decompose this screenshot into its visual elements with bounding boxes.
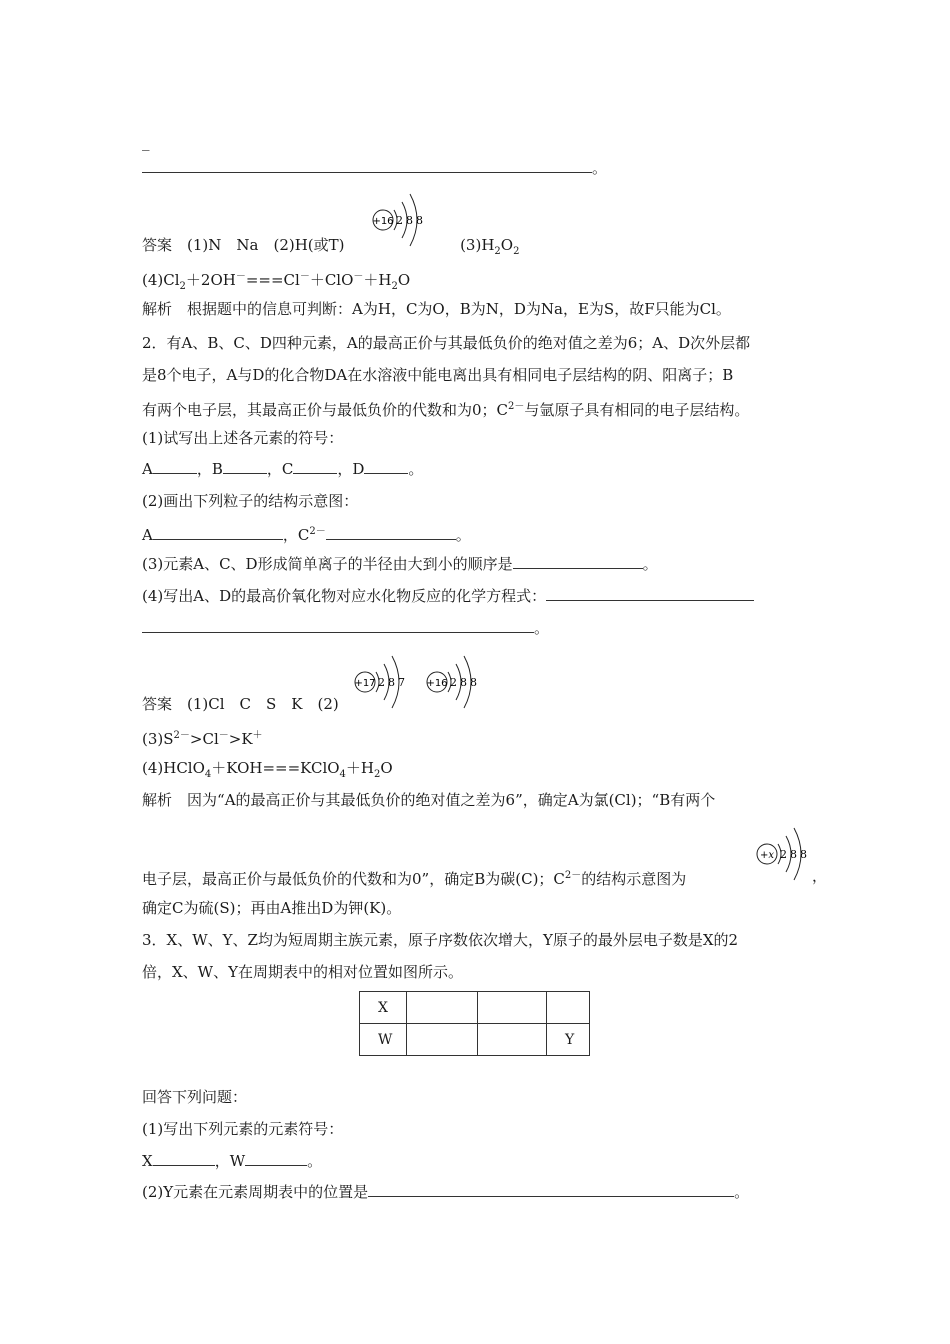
svg-text:8: 8 <box>416 214 423 227</box>
cell <box>478 1024 547 1056</box>
q2-sub3: (3)元素A、C、D形成简单离子的半径由大到小的顺序是 。 <box>142 555 658 573</box>
q1-answer-line1: 答案 (1)N Na (2)H(或T) $(3)H_2O_2$ <box>142 236 520 257</box>
cell <box>407 992 478 1024</box>
blank-radius-order[interactable] <box>513 554 643 569</box>
q2-analysis-comma: ， <box>812 867 828 885</box>
atom-structure-diagram-cl <box>352 642 432 714</box>
q2-stem-line3: 有两个电子层，其最高正价与最低负价的代数和为0；$C^{2-}$与氩原子具有相同的电子层结构。 <box>142 401 750 419</box>
q2-answer-line2: $(3)S^{2-}>Cl^->K^+$ <box>142 730 263 748</box>
q2-sub1-blanks: A ，B ，C ，D 。 <box>142 460 424 478</box>
nucleus-charge: +16 <box>426 678 448 689</box>
nucleus-charge: +16 <box>372 216 394 227</box>
blank-c-diagram[interactable] <box>326 525 456 540</box>
q2-sub1: (1)试写出上述各元素的符号： <box>142 429 344 447</box>
q2-sub4-cont: 。 <box>142 618 549 638</box>
table-row <box>360 992 590 1024</box>
nucleus-charge: +x <box>759 850 775 861</box>
svg-text:7: 7 <box>398 676 405 689</box>
cell: W <box>360 1024 407 1056</box>
blank[interactable] <box>142 158 592 173</box>
cell <box>547 992 590 1024</box>
blank-c[interactable] <box>293 459 337 474</box>
blank-a-diagram[interactable] <box>153 525 283 540</box>
atom-structure-diagram-s <box>424 642 504 714</box>
cell: Y <box>547 1024 590 1056</box>
blank-x[interactable] <box>153 1151 215 1166</box>
svg-text:2: 2 <box>780 848 787 861</box>
blank-d[interactable] <box>364 459 408 474</box>
cell: X <box>360 992 407 1024</box>
table-row <box>360 1024 590 1056</box>
q2-answer-line1: 答案 (1)Cl C S K (2) <box>142 695 339 713</box>
blank-equation[interactable] <box>546 586 754 601</box>
blank-w[interactable] <box>245 1151 307 1166</box>
periodic-table-fragment <box>359 991 590 1056</box>
blank-equation-cont[interactable] <box>142 618 534 633</box>
svg-text:8: 8 <box>388 676 395 689</box>
svg-text:8: 8 <box>800 848 807 861</box>
top-answer-line: 。 <box>142 158 607 178</box>
svg-text:2: 2 <box>450 676 457 689</box>
svg-text:8: 8 <box>406 214 413 227</box>
q1-answer-line2: $(4)Cl_2+2OH^-===Cl^-+ClO^-+H_2O$ <box>142 271 411 292</box>
svg-text:8: 8 <box>790 848 797 861</box>
svg-text:2: 2 <box>378 676 385 689</box>
nucleus-charge: +17 <box>354 678 376 689</box>
q2-sub4: (4)写出A、D的最高价氧化物对应水化物反应的化学方程式： <box>142 586 754 606</box>
q2-analysis-line3: 确定C为硫(S)；再由A推出D为钾(K)。 <box>142 899 402 917</box>
top-dash: _ <box>142 133 150 151</box>
q2-sub2-blanks: A ，$C^{2-}$ 。 <box>142 526 471 544</box>
cell <box>407 1024 478 1056</box>
q2-stem-line2: 是8个电子，A与D的化合物DA在水溶液中能电离出具有相同电子层结构的阴、阳离子；B <box>142 366 734 384</box>
q2-analysis-line1: 解析 因为“A的最高正价与其最低负价的绝对值之差为6”，确定A为氯(Cl)；“B有两个 <box>142 791 716 809</box>
q3-stem-line2: 倍，X、W、Y在周期表中的相对位置如图所示。 <box>142 963 464 981</box>
svg-text:8: 8 <box>470 676 477 689</box>
q1-analysis: 解析 根据题中的信息可判断：A为H，C为O，B为N，D为Na，E为S，故F只能为Cl。 <box>142 300 731 318</box>
q3-ask: 回答下列问题： <box>142 1088 248 1106</box>
svg-text:8: 8 <box>460 676 467 689</box>
q3-sub1-blanks: X ，W 。 <box>142 1152 323 1170</box>
svg-text:2: 2 <box>396 214 403 227</box>
q2-answer-line3: $(4)HClO_4+KOH===KClO_4+H_2O$ <box>142 759 393 780</box>
q2-stem-line1: 2．有A、B、C、D四种元素，A的最高正价与其最低负价的绝对值之差为6；A、D次外层都 <box>142 334 751 352</box>
q2-sub2: (2)画出下列粒子的结构示意图： <box>142 492 359 510</box>
cell <box>478 992 547 1024</box>
blank-b[interactable] <box>223 459 267 474</box>
q2-analysis-line2: 电子层，最高正价与最低负价的代数和为0”，确定B为碳(C)；$C^{2-}$的结构示意图为 <box>142 870 687 888</box>
q3-sub1: (1)写出下列元素的元素符号： <box>142 1120 344 1138</box>
blank-a[interactable] <box>153 459 197 474</box>
q3-stem-line1: 3．X、W、Y、Z均为短周期主族元素，原子序数依次增大，Y原子的最外层电子数是X的2 <box>142 931 739 949</box>
blank-position[interactable] <box>368 1182 734 1197</box>
q3-sub2: (2)Y元素在元素周期表中的位置是 。 <box>142 1183 750 1201</box>
